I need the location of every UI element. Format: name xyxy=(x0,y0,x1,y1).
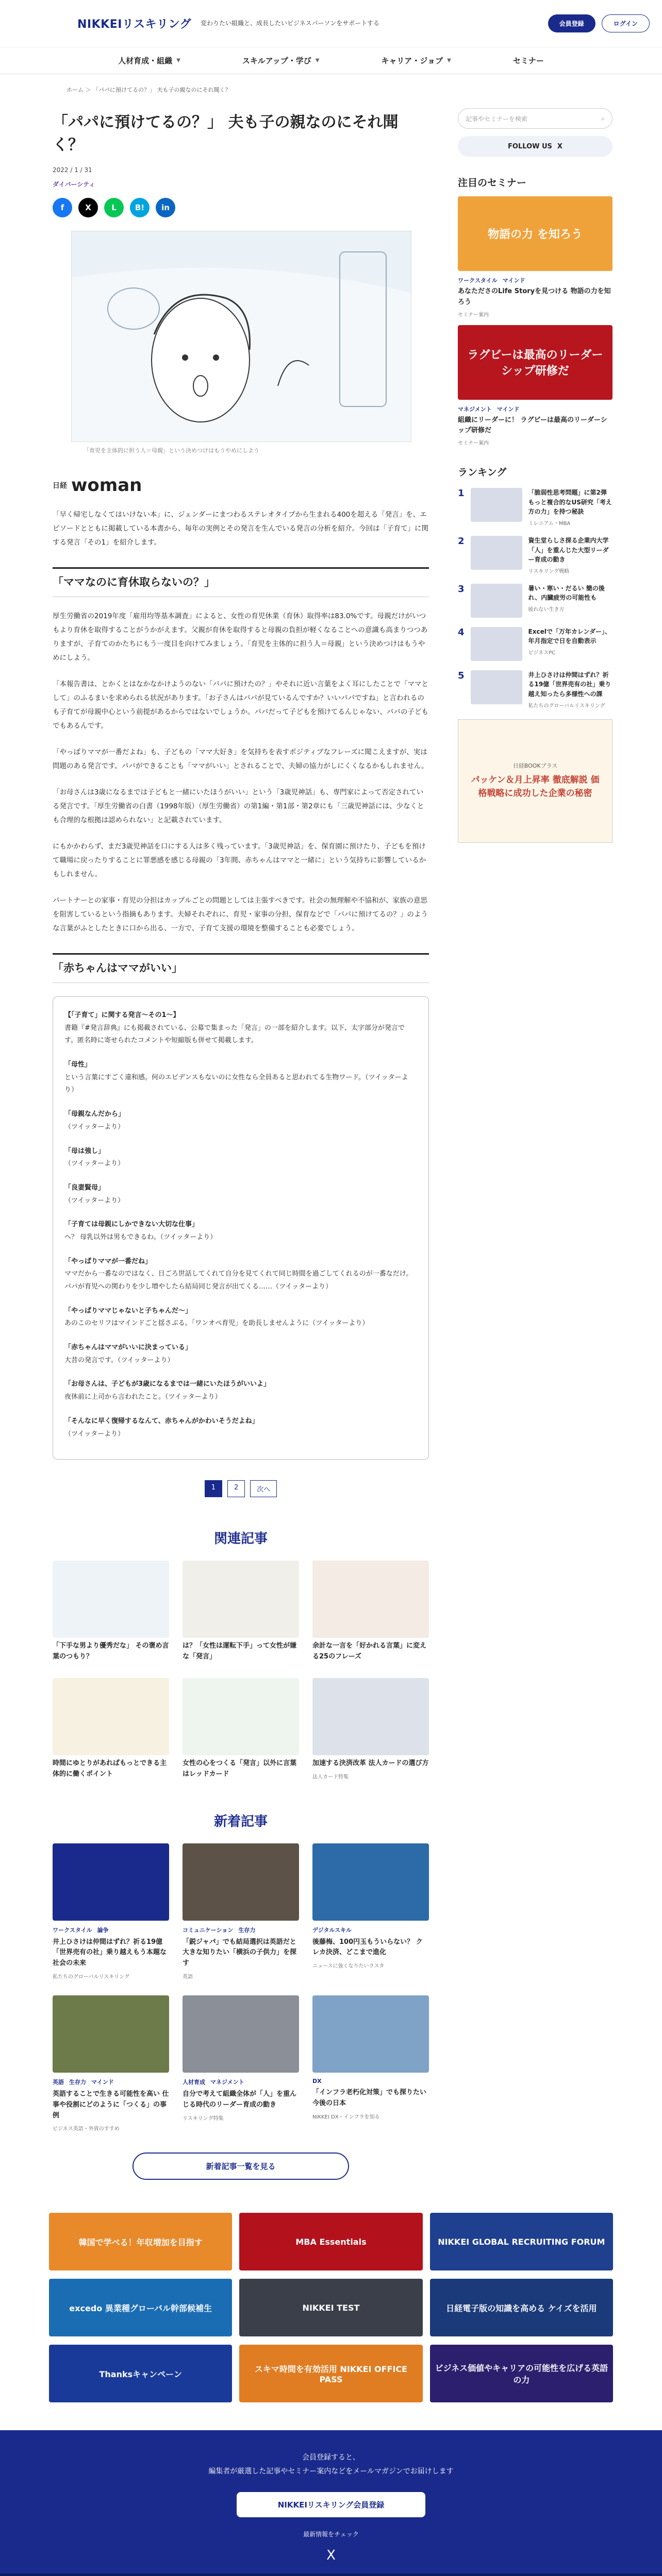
seminar-card[interactable]: ラグビーは最高のリーダーシップ研修だ マネジメント マインド 組織にリーダーに！ ラグビーは最高のリーダーシップ研修だ セミナー案内 xyxy=(458,325,613,447)
nav-item-skillup[interactable]: スキルアップ・学び ▼ xyxy=(242,56,320,65)
banner[interactable]: NIKKEI GLOBAL RECRUITING FORUM xyxy=(430,2213,613,2270)
publish-date: 2022 / 1 / 31 xyxy=(53,166,92,174)
latest-heading: 新着記事 xyxy=(213,1814,268,1829)
search-icon[interactable]: ⌕ xyxy=(601,114,605,122)
related-heading: 関連記事 xyxy=(213,1531,268,1547)
banner[interactable]: ビジネス価値やキャリアの可能性を広げる英語の力 xyxy=(430,2345,613,2402)
ranking-item[interactable]: 4 Excelで「万年カレンダー」、年月指定で日を自動表示 ビジネスPC xyxy=(458,627,613,661)
related-card[interactable]: 女性の心をつくる「発言」以外に言葉はレッドカード xyxy=(183,1678,299,1780)
hatena-icon[interactable]: B! xyxy=(130,198,150,217)
login-button[interactable]: ログイン xyxy=(602,14,650,32)
banner[interactable]: スキマ時間を有効活用 NIKKEI OFFICE PASS xyxy=(239,2345,422,2402)
category-link[interactable]: ダイバーシティ xyxy=(53,181,95,188)
ranking-item[interactable]: 5 井上ひさけは仲間はずれ？祈る19億「世界売有の社」乗り越え知ったら多様性への課 私たちのグローバルリスキリング xyxy=(458,670,611,709)
linkedin-icon[interactable]: in xyxy=(156,198,175,217)
facebook-icon[interactable]: f xyxy=(53,198,72,217)
related-card[interactable]: 時間にゆとりがあればもっとできる主体的に働くポイント xyxy=(53,1678,169,1780)
related-card[interactable]: は？「女性は運転下手」って女性が嫌な「発言」 xyxy=(183,1561,299,1663)
paragraph: にもかかわらず、まだ3歳児神話を口にする人は多く残っています。「3歳児神話」を、保育園に預けたり、子どもを預けて職場に戻ったりすることに罪悪感を感じる母親の「3年間、赤ちゃんはママと一緒に」という気持ちに影響しているかもしれません。 xyxy=(53,842,426,878)
nav-item-seminar[interactable]: セミナー xyxy=(512,56,544,65)
footer-register-button[interactable]: NIKKEIリスキリング会員登録 xyxy=(237,2492,426,2517)
page-1-button[interactable]: 1 xyxy=(205,1480,222,1497)
x-icon[interactable]: X xyxy=(78,198,98,217)
sidebar-ad[interactable]: 日経BOOKプラス パッケン＆月上昇率 徹底解説 価格戦略に成功した企業の秘密 xyxy=(458,719,613,843)
banner[interactable]: excedo 異業種グローバル幹部候補生 xyxy=(49,2279,232,2336)
chevron-down-icon: ▼ xyxy=(315,58,320,63)
related-card[interactable]: 「下手な男より優秀だな」 その褒め言葉のつもり？ xyxy=(53,1561,169,1663)
share-buttons xyxy=(53,198,429,217)
banner[interactable]: NIKKEI TEST xyxy=(239,2279,422,2336)
next-page-button[interactable]: 次へ xyxy=(250,1480,277,1497)
banner[interactable]: 日経電子版の知識を高める ケイズを活用 xyxy=(430,2279,613,2336)
sidebar xyxy=(458,101,613,2180)
nav-item-talent[interactable]: 人材育成・組織 ▼ xyxy=(118,56,180,65)
media-logo: 日経 woman xyxy=(53,475,142,496)
ranking-item[interactable]: 2 資生堂らしさ探る企業内大学「人」を重んじた大型リーダー育成の動き リスキリング戦略 xyxy=(458,535,609,574)
paragraph: 「本報告書は、とかくとはなかなかけようのない「パパに預けたの？」やそれに近い言葉をよく耳にしたことで「ママとして」のふるまいを求められる状況があります。「お子さんはパパが見ているんですか？いいパパですね」と言われるのも子育てが母親中心という前提があるからではないでしょうか。パパだって子どもを預けてるんじゃない、パパの子どもでもあるんです。 xyxy=(53,680,428,730)
seminar-card[interactable]: 物語の力 を知ろう ワークスタイル マインド あなたださのLife Storyを見つける 物語の力を知ろう セミナー案内 xyxy=(458,196,613,318)
banner[interactable]: MBA Essentials xyxy=(239,2213,422,2270)
banner[interactable]: Thanksキャンペーン xyxy=(49,2345,232,2402)
latest-card[interactable]: 人材育成 マネジメント 自分で考えて組織全体が「人」を重んじる時代のリーダー育成の動き リスキリング特集 xyxy=(183,1995,299,2132)
article-body xyxy=(53,508,429,1460)
lead-paragraph: 「早く帰宅しなくてはいけない本」に、ジェンダーにまつわるステレオタイプから生まれる400を超える「発言」を、エピソードとともに掲載している本書から、毎年の実例とその発言を生んでいる発言の分析を紹介。今回は「子育て」に関する発言「その1」を紹介します。 xyxy=(53,511,428,547)
seminar-heading: 注目のセミナー xyxy=(458,177,527,189)
site-tagline: 変わりたい組織と、成長したいビジネスパーソンをサポートする xyxy=(201,20,379,27)
logo-area xyxy=(77,15,422,31)
footer-bottom xyxy=(0,2573,662,2576)
site-logo[interactable]: NIKKEIリスキリング xyxy=(77,18,192,31)
x-icon[interactable]: X xyxy=(326,2547,336,2563)
breadcrumb[interactable]: ホーム ＞ 「パパに預けてるの？」 夫も子の親なのにそれ聞く？ xyxy=(67,87,231,93)
ranking-heading: ランキング xyxy=(458,467,507,479)
nav-item-career[interactable]: キャリア・ジョブ ▼ xyxy=(381,56,451,65)
global-nav xyxy=(0,47,662,74)
ranking-item[interactable]: 3 暑い・寒い・だるい 簡の後れ、内臓疲労の可能性も 疲れない生き方 xyxy=(458,584,613,618)
line-icon[interactable]: L xyxy=(104,198,124,217)
paragraph: 「やっぱりママが一番だよね」も、子どもの「ママ大好き」を気持ちを表すポジティブなフレーズに聞こえますが、実は問題のある発言です。パパができることも「ママがいい」とされることで、夫婦の協力がしにくくなるかもしれません。 xyxy=(53,748,428,770)
x-icon: X xyxy=(557,142,562,150)
chevron-down-icon: ▼ xyxy=(447,58,451,63)
page-2-button[interactable]: 2 xyxy=(227,1480,245,1497)
paragraph: 厚生労働省の2019年度「雇用均等基本調査」によると、女性の育児休業（育休）取得率は83.0%です。母親だけがいつもより育休を取得することがうかがえます。父親が育休を取得すると母親の負担が軽くなることへの意識も高まりつつありますが、子育てのかたちにもう一度目を向けてみましょう。「育児を主体的に担う人＝母親」という決めつけはもうやめにしよう。 xyxy=(53,612,428,662)
latest-card[interactable]: デジタルスキル 後藤梅、100円玉もういらない？ クレカ決済、どこまで進化 ニュースに強くなりたいラスタ xyxy=(312,1843,429,1980)
footer-cta: 会員登録すると、 編集者が厳選した記事やセミナー案内などをメールマガジンでお届けします NIKKEIリスキリング会員登録 最新情報をチェック X xyxy=(0,2430,662,2573)
ranking-item[interactable]: 1 「脆弱性思考問題」に第2弾 もっと複合的なUS研究「考え方の力」を持つ秘訣 ミレニアム・MBA xyxy=(458,488,612,527)
chevron-down-icon: ▼ xyxy=(176,58,180,63)
paragraph: 「お母さんは3歳になるまでは子どもと一緒にいたほうがいい」という「3歳児神話」も、専門家によって否定されている発言です。「厚生労働省の白書（1998年版）（厚生労働省）の第1編・第1部・第2章にも「三歳児神話には、少なくとも合理的な根拠は認められない」と記載されています。 xyxy=(53,788,424,824)
banner[interactable]: 韓国で学べる！年収増加を目指す xyxy=(49,2213,232,2270)
latest-card[interactable]: DX 「インフラ老朽化対策」でも探りたい今後の日本 NIKKEI DX・インフラを知る xyxy=(312,1995,429,2132)
pagination xyxy=(53,1480,429,1497)
hero-caption: 「育児を主体的に担う人＝母親」という決めつけはもうやめにしよう xyxy=(84,447,259,454)
related-card[interactable]: 余計な一言を「好かれる言葉」に変える25のフレーズ xyxy=(312,1561,429,1663)
hero-illustration xyxy=(71,231,411,442)
page-title: 「パパに預けてるの？」 夫も子の親なのにそれ聞く？ xyxy=(53,113,399,154)
search-input[interactable]: 記事やセミナーを検索 ⌕ xyxy=(458,108,613,129)
quote-box: 【「子育て」に関する発言〜その1〜】 書籍『#発言辞典』にも掲載されている、公募で集まった「発言」の一部を紹介します。以下、太字部分が発言です。匿名時に寄せられたコメントや短縮版も併せて掲載します。 「母性」 という言葉にすごく違和感。何のエビデンスもないのに女性なら全員あると思われてる生物ワード。（ツイッターより） 「母親なんだから」 （ツイッターより） 「母は強し」 （ツイッターより） 「良妻賢母」 （ツイッターより） 「子育ては母親にしかできない大切な仕事」 へ？ 母乳以外は男もできるわ。（ツイッターより） 「やっぱりママが一番だね」 ママだから一番なのではなく、日ごろ世話してくれて自分を見てくれて同じ時間を過ごしてくれるのが一番なだけ。パパが育児への関わりを少し増やしたら結局同じ発言が出てくる……（ツイッターより） 「やっぱりママじゃないと子ちゃんだ～」 あのこのセリフはマインドごと揺さぶる。「ワンオペ育児」を助長しませんように（ツイッターより） 「赤ちゃんはママがいいに決まっている」 大昔の発言です。（ツイッターより） 「お母さんは、子どもが3歳になるまでは一緒にいたほうがいいよ」 夜休前に上司から言われたこと。（ツイッターより） 「そんなに早く復帰するなんて、赤ちゃんがかわいそうだよね」 （ツイッターより） xyxy=(53,996,429,1460)
more-latest-button[interactable]: 新着記事一覧を見る xyxy=(133,2153,349,2180)
paragraph: パートナーとの家事・育児の分担はカップルごとの問題としては主張すべきです。社会の無理解や不協和が、家族の意思を阻害しているという指摘もあります。夫婦それぞれに、育児・家事の分担、保育などで「パパに預けてるの？」のような言葉がふとしたときに口から出る、一方で、子育て支援の環境を整備することも必要でしょう。 xyxy=(53,896,428,933)
section-heading: 「ママなのに育休取らないの？」 xyxy=(53,567,429,597)
latest-card[interactable]: ワークスタイル 論争 井上ひさけは仲間はずれ？祈る19億「世界売有の社」乗り越えもう本題な社会の未来 私たちのグローバルリスキリング xyxy=(53,1843,169,1980)
related-card[interactable]: 加速する決済改革 法人カードの選び方 法人カード特集 xyxy=(312,1678,429,1780)
follow-us[interactable]: FOLLOW US X xyxy=(458,136,613,157)
banner-grid xyxy=(49,2213,613,2402)
latest-list xyxy=(53,1843,429,2132)
latest-card[interactable]: 英語 生存力 マインド 英語することで生きる可能性を高い 仕事や役割にどのように「つくる」の事例 ビジネス英語・外資のすすめ xyxy=(53,1995,169,2132)
article-main xyxy=(53,101,429,2180)
site-header xyxy=(0,0,662,47)
related-list xyxy=(53,1561,429,1780)
register-button[interactable]: 会員登録 xyxy=(548,14,595,32)
section-heading: 「赤ちゃんはママがいい」 xyxy=(53,953,429,983)
latest-card[interactable]: コミュニケーション 生存力 「鋭ジャパ」でも結局選択は英語だと大きな知りたい「横浜の子供力」を探す 英語 xyxy=(183,1843,299,1980)
